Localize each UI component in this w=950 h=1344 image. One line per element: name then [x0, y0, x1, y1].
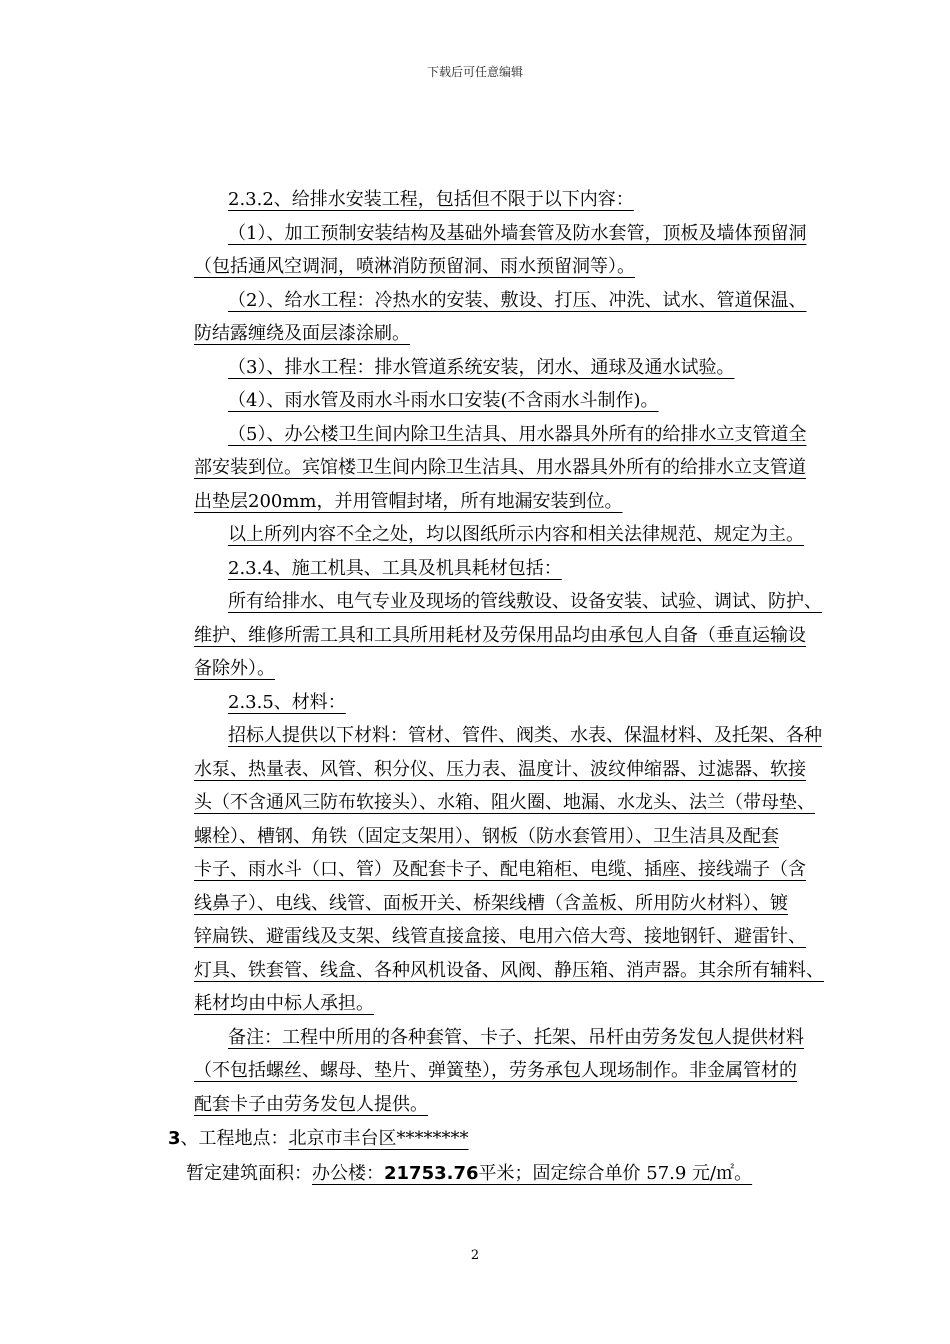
item-5-line-3: 出垫层200mm，并用管帽封堵，所有地漏安装到位。	[194, 490, 623, 512]
note-line-1: 备注：工程中所用的各种套管、卡子、托架、吊杆由劳务发包人提供材料	[228, 1026, 804, 1048]
item-5-line-1: （5）、办公楼卫生间内除卫生洁具、用水器具外所有的给排水立支管道全	[228, 423, 807, 445]
item-2-line-1: （2）、给水工程：冷热水的安装、敷设、打压、冲洗、试水、管道保温、	[228, 289, 807, 311]
building-area-line	[186, 1157, 752, 1190]
page-number: 2	[470, 1248, 480, 1263]
location-value: 北京市丰台区********	[288, 1128, 469, 1149]
materials-line-2: 水泵、热量表、风管、积分仪、压力表、温度计、波纹伸缩器、过滤器、软接	[194, 758, 806, 780]
area-value: 21753.76	[384, 1163, 479, 1184]
area-unit-price: 平米；固定综合单价 57.9 元/㎡。	[478, 1163, 753, 1184]
line-2-3-4: 2.3.4、施工机具、工具及机具耗材包括：	[228, 557, 562, 579]
item-2-line-2: 防结露缠绕及面层漆涂刷。	[194, 323, 410, 344]
section-label: 、工程地点：	[180, 1128, 289, 1149]
page-header: 下载后可任意编辑	[426, 65, 523, 79]
note-line-3: 配套卡子由劳务发包人提供。	[194, 1093, 428, 1115]
materials-line-6: 线鼻子）、电线、线管、面板开关、桥架线槽（含盖板、所用防火材料）、镀	[194, 892, 788, 914]
materials-line-5: 卡子、雨水斗（口、管）及配套卡子、配电箱柜、电缆、插座、接线端子（含	[194, 859, 806, 880]
note-line-2: （不包括螺丝、螺母、垫片、弹簧垫），劳务承包人现场制作。非金属管材的	[194, 1060, 797, 1081]
tools-line-2: 维护、维修所需工具和工具所用耗材及劳保用品均由承包人自备（垂直运输设	[194, 624, 806, 646]
materials-line-7: 锌扁铁、避雷线及支架、线管直接盒接、电用六倍大弯、接地钢钎、避雷针、	[194, 926, 806, 947]
item-5-line-2: 部安装到位。宾馆楼卫生间内除卫生洁具、用水器具外所有的给排水立支管道	[194, 457, 806, 478]
materials-line-1: 招标人提供以下材料：管材、管件、阀类、水表、保温材料、及托架、各种	[228, 725, 822, 746]
area-building: 办公楼：	[312, 1163, 384, 1184]
item-1-line-2: （包括通风空调洞，喷淋消防预留洞、雨水预留洞等）。	[194, 256, 635, 277]
area-label: 暂定建筑面积：	[186, 1163, 312, 1184]
summary-line: 以上所列内容不全之处，均以图纸所示内容和相关法律规范、规定为主。	[228, 524, 804, 545]
line-2-3-2: 2.3.2、给排水安装工程，包括但不限于以下内容：	[228, 189, 634, 210]
line-2-3-5: 2.3.5、材料：	[228, 691, 346, 713]
materials-line-4: 螺栓）、槽钢、角铁（固定支架用）、钢板（防水套管用）、卫生洁具及配套	[194, 825, 779, 847]
document-body	[194, 183, 874, 1121]
materials-line-9: 耗材均由中标人承担。	[194, 993, 374, 1014]
section-3-location	[168, 1122, 469, 1155]
materials-line-8: 灯具、铁套管、线盒、各种风机设备、风阀、静压箱、消声器。其余所有辅料、	[194, 959, 824, 981]
item-4-line: （4）、雨水管及雨水斗雨水口安装(不含雨水斗制作)。	[228, 390, 659, 411]
tools-line-1: 所有给排水、电气专业及现场的管线敷设、设备安装、试验、调试、防护、	[228, 591, 822, 612]
item-3-line: （3）、排水工程：排水管道系统安装，闭水、通球及通水试验。	[228, 356, 735, 378]
tools-line-3: 备除外）。	[194, 658, 275, 679]
item-1-line-1: （1）、加工预制安装结构及基础外墙套管及防水套管，顶板及墙体预留洞	[228, 222, 807, 244]
materials-line-3: 头（不含通风三防布软接头）、水箱、阻火圈、地漏、水龙头、法兰（带母垫、	[194, 792, 815, 813]
section-number: 3	[168, 1128, 181, 1149]
